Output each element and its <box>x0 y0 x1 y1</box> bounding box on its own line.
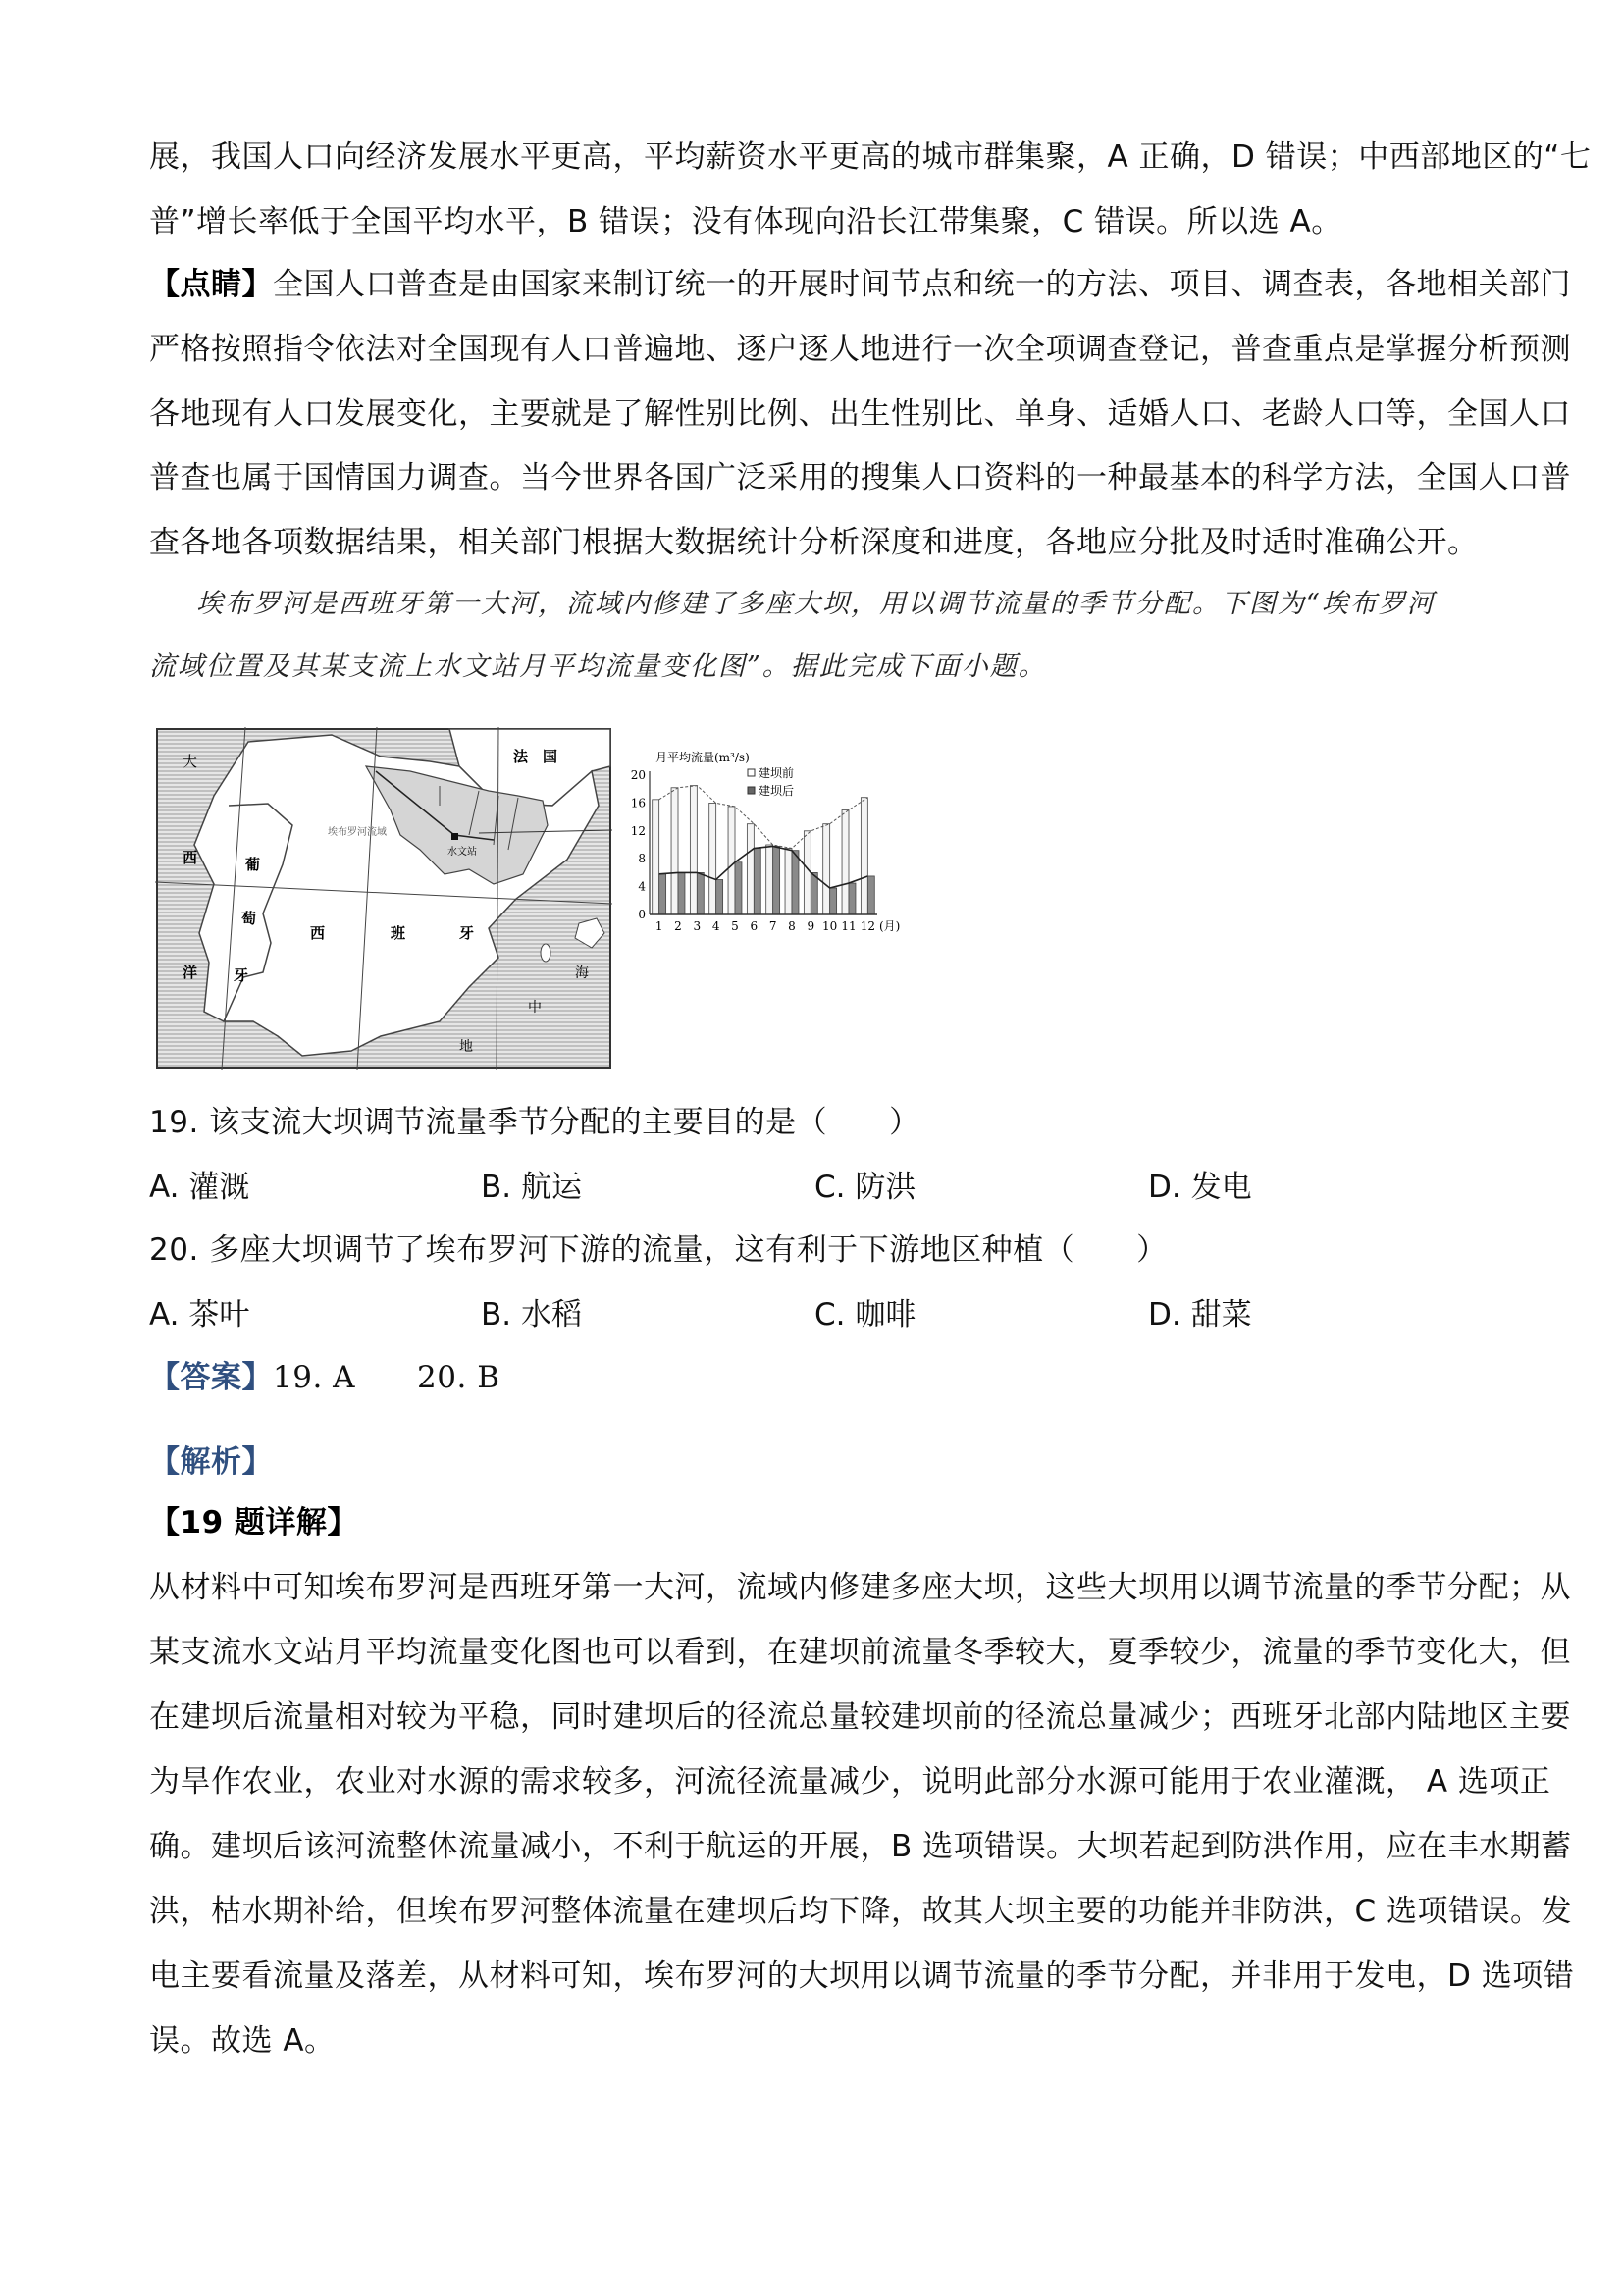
bar-after-dam <box>697 872 704 914</box>
island <box>541 944 550 962</box>
legend-swatch-after <box>748 787 755 794</box>
text-line: 洪，枯水期补给，但埃布罗河整体流量在建坝后均下降，故其大坝主要的功能并非防洪，C 选项错误。发 <box>149 1894 1572 1929</box>
answer-label: 【答案】 <box>149 1360 273 1395</box>
option-20-c[interactable]: C. 咖啡 <box>814 1297 916 1332</box>
bar-before-dam <box>842 810 849 915</box>
option-20-d[interactable]: D. 甜菜 <box>1148 1297 1252 1332</box>
x-tick-label: 4 <box>711 919 720 933</box>
bar-before-dam <box>671 788 678 914</box>
label-med: 海 <box>575 965 589 981</box>
option-20-b[interactable]: B. 水稻 <box>481 1297 582 1332</box>
analysis-label-row <box>149 1442 273 1482</box>
x-tick-label: 6 <box>750 919 759 933</box>
bar-before-dam <box>653 800 659 914</box>
y-tick-label: 8 <box>638 852 646 866</box>
bar-after-dam <box>659 874 666 914</box>
analysis-sub-label: 【19 题详解】 <box>149 1505 358 1540</box>
x-tick-label: 9 <box>807 919 815 933</box>
bar-before-dam <box>690 786 697 914</box>
analysis-label: 【解析】 <box>149 1444 273 1480</box>
bar-before-dam <box>785 849 792 914</box>
bar-after-dam <box>830 888 837 914</box>
bar-before-dam <box>728 807 735 914</box>
bar-after-dam <box>849 883 856 914</box>
bar-before-dam <box>709 803 716 914</box>
legend-swatch-before <box>748 769 755 776</box>
intro-line: 埃布罗河是西班牙第一大河，流域内修建了多座大坝，用以调节流量的季节分配。下图为“埃布罗河 <box>196 589 1436 619</box>
option-19-c[interactable]: C. 防洪 <box>814 1170 916 1205</box>
chart-title: 月平均流量(m³/s) <box>655 751 750 764</box>
x-tick-label: 3 <box>693 919 702 933</box>
y-tick-label: 0 <box>638 908 646 921</box>
x-tick-label: 12 <box>860 919 875 933</box>
station-marker <box>451 833 458 840</box>
bar-after-dam <box>792 851 799 914</box>
text-line: 在建坝后流量相对较为平稳，同时建坝后的径流总量较建坝前的径流总量减少；西班牙北部内陆地区主要 <box>149 1699 1571 1735</box>
label-atlantic: 西 <box>183 849 198 866</box>
ebro-basin-map <box>155 727 612 1070</box>
label-station: 水文站 <box>447 847 477 858</box>
option-19-d[interactable]: D. 发电 <box>1148 1170 1252 1205</box>
label-atlantic: 大 <box>183 753 198 770</box>
intro-line: 流域位置及其某支流上水文站月平均流量变化图”。据此完成下面小题。 <box>149 652 1047 682</box>
chart-svg <box>620 748 905 944</box>
text-line: 电主要看流量及落差，从材料可知，埃布罗河的大坝用以调节流量的季节分配，并非用于发电，D 选项错 <box>149 1958 1575 1994</box>
option-19-b[interactable]: B. 航运 <box>481 1170 582 1205</box>
label-portugal: 牙 <box>234 966 249 984</box>
x-tick-label: 10 <box>822 919 838 933</box>
map-svg <box>155 727 612 1070</box>
x-tick-label: 7 <box>768 919 777 933</box>
text-line: 展，我国人口向经济发展水平更高，平均薪资水平更高的城市群集聚，A 正确，D 错误；中西部地区的“七 <box>149 139 1592 175</box>
label-france: 法 国 <box>513 748 558 765</box>
text-line: 为旱作农业，农业对水源的需求较多，河流径流量减少，说明此部分水源可能用于农业灌溉， A 选项正 <box>149 1764 1551 1800</box>
dianjing-label: 【点睛】 <box>149 267 273 302</box>
bar-after-dam <box>773 846 780 914</box>
text-line: 误。故选 A。 <box>149 2023 336 2059</box>
option-20-a[interactable]: A. 茶叶 <box>149 1297 250 1332</box>
bar-before-dam <box>861 798 867 914</box>
bar-after-dam <box>678 872 685 914</box>
text-line: 全国人口普查是由国家来制订统一的开展时间节点和统一的方法、项目、调查表，各地相关部门 <box>273 267 1571 302</box>
label-portugal: 葡 <box>245 856 261 873</box>
label-spain: 班 <box>391 924 406 942</box>
x-tick-label: 11 <box>841 919 857 933</box>
option-19-a[interactable]: A. 灌溉 <box>149 1170 250 1205</box>
legend-label-before: 建坝前 <box>759 766 795 780</box>
legend-label-after: 建坝后 <box>759 784 795 798</box>
bar-before-dam <box>823 824 830 914</box>
text-line: 普查也属于国情国力调查。当今世界各国广泛采用的搜集人口资料的一种最基本的科学方法，全国人口普 <box>149 460 1571 496</box>
question-19: 19. 该支流大坝调节流量季节分配的主要目的是（ ） <box>149 1105 920 1140</box>
x-tick-label: 5 <box>731 919 739 933</box>
label-atlantic: 洋 <box>183 964 198 981</box>
bar-before-dam <box>747 824 754 914</box>
x-axis <box>650 914 900 933</box>
y-tick-label: 12 <box>630 823 646 838</box>
label-spain: 牙 <box>459 924 475 942</box>
bar-after-dam <box>754 849 760 914</box>
chart-legend <box>748 765 794 798</box>
text-line: 普”增长率低于全国平均水平，B 错误；没有体现向沿长江带集聚，C 错误。所以选 A。 <box>149 204 1342 239</box>
text-line: 某支流水文站月平均流量变化图也可以看到，在建坝前流量冬季较大，夏季较少，流量的季节变化大，但 <box>149 1635 1571 1670</box>
text-line: 从材料中可知埃布罗河是西班牙第一大河，流域内修建多座大坝，这些大坝用以调节流量的季节分配；从 <box>149 1570 1571 1605</box>
analysis-sub-row <box>149 1503 358 1542</box>
x-tick-label: 1 <box>654 919 663 933</box>
text-line: 严格按照指令依法对全国现有人口普遍地、逐户逐人地进行一次全项调查登记，普查重点是掌握分析预测 <box>149 332 1571 367</box>
y-tick-label: 16 <box>630 796 646 810</box>
question-20: 20. 多座大坝调节了埃布罗河下游的流量，这有利于下游地区种植（ ） <box>149 1232 1168 1268</box>
answer-row <box>149 1358 499 1397</box>
x-axis-label: (月) <box>879 919 901 933</box>
y-tick-label: 20 <box>630 768 646 782</box>
x-tick-label: 2 <box>674 919 682 933</box>
bar-after-dam <box>716 880 723 915</box>
y-axis <box>631 768 650 921</box>
y-tick-label: 4 <box>638 879 646 894</box>
bar-after-dam <box>811 872 817 914</box>
label-ebro-basin: 埃布罗河流域 <box>328 827 387 838</box>
bars <box>653 786 875 914</box>
bar-before-dam <box>766 845 773 914</box>
answer-text: 19. A 20. B <box>273 1360 500 1395</box>
text-line: 确。建坝后该河流整体流量减小，不利于航运的开展，B 选项错误。大坝若起到防洪作用，应在丰水期蓄 <box>149 1829 1572 1864</box>
flow-chart <box>620 748 905 944</box>
bar-after-dam <box>867 876 874 914</box>
bar-after-dam <box>735 862 742 914</box>
label-med: 地 <box>459 1039 473 1055</box>
label-med: 中 <box>528 1000 542 1016</box>
label-spain: 西 <box>310 924 326 942</box>
x-tick-label: 8 <box>788 919 796 933</box>
label-portugal: 萄 <box>241 910 257 927</box>
text-line: 各地现有人口发展变化，主要就是了解性别比例、出生性别比、单身、适婚人口、老龄人口等，全国人口 <box>149 396 1571 432</box>
text-line: 查各地各项数据结果，相关部门根据大数据统计分析深度和进度，各地应分批及时适时准确公开。 <box>149 525 1479 560</box>
